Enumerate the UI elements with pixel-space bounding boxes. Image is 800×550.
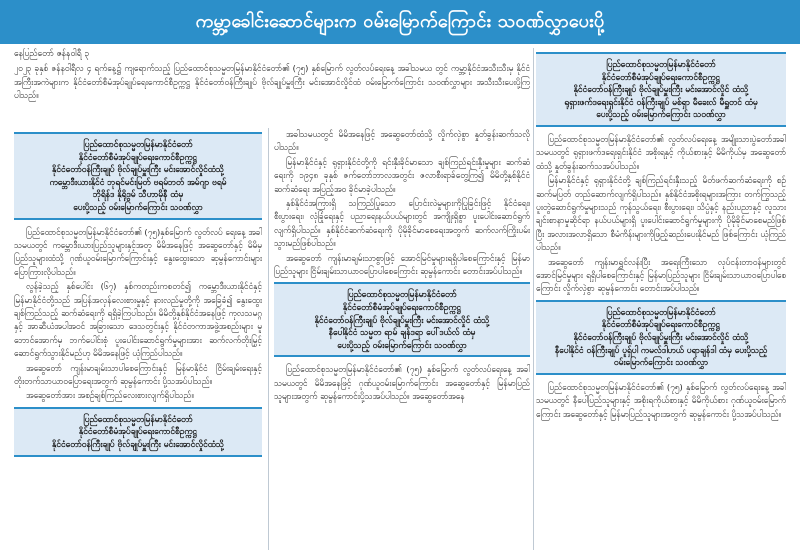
heading-line: နိုင်ငံတော်ဝန်ကြီးချုပ် ဗိုလ်ချုပ်မှူးကြီး မင်းအောင်လှိုင် ထံသို့: [314, 314, 490, 325]
heading-line: ကမ္ဘောဒီးယားနိုင်ငံ ဘုရင်မင်းမြတ် ဗရမ်ဘတ် အမ်ဂျာ ဗရမ်: [49, 176, 227, 187]
cambodia-letter-heading: [14, 132, 262, 220]
column-divider: [268, 128, 269, 550]
nepal-president-letter-heading: [274, 282, 530, 357]
body-paragraph: မြန်မာနိုင်ငံနှင့် ရုရှားနိုင်ငံတို့ကို ရင်းနှီးခိုင်မာသော ချစ်ကြည်ရင်းနှီးမှုများ ဆက်ဆံရေးကို ၁၉၄၈ ခုနှစ် ဇက်တော်ဘာလအတွင်း ဇလာစီးရာခ်တွေ့ကြ၍ မိမိတို့နှစ်နိုင်ငံဆက်ဆံရေး အပြည့်အဝ ခိုင်မာခဲ့ပါသည်။: [274, 156, 530, 194]
column-divider: [533, 48, 534, 550]
heading-line: ပြည်ထောင်စုသမ္မတမြန်မာနိုင်ငံတော်: [83, 413, 193, 424]
body-paragraph: နှစ်နိုင်ငံအကြားရှိ သကြည်ပြုသော ပြောင်းလဲမှုများကိုပြုခြင်းဖြင့် နိုင်ငံရေး၊ စီးပွားရေး၊ လုံခြုံရေးနှင့် ပညာရေးနယ်ပယ်များတွင် အကျိုးရှိစွာ ပူးပေါင်းဆောင်ရွက်လျက်ရှိပါသည်။ နှစ်နိုင်ငံဆက်ဆံရေးကို ပိုမိုခိုင်မာစေရေးအတွက် ဆက်လက်ကြိုးပမ်းသွားမည်ဖြစ်ပါသည်။: [274, 198, 530, 249]
heading-line: ပေးပို့သည့် ဝမ်းမြောက်ကြောင်း သဝဏ်လွှာ: [596, 109, 726, 120]
heading-line: နီပေါနိုင်ငံ ဝန်ကြီးချုပ် ပူရှ်ပါ ကမလ်ဒါဟယ် ပရာချန်ဒါ ထံမှ ပေးပို့သည့် ဝမ်းမြောက်ကြောင်း သဝဏ်လွှာ: [554, 344, 768, 368]
nepal-pm-letter-heading: [536, 300, 786, 375]
heading-line: ပြည်ထောင်စုသမ္မတမြန်မာနိုင်ငံတော်: [606, 59, 716, 69]
headline-title: ကမ္ဘာ့ခေါင်းဆောင်များက ဝမ်းမြောက်ကြောင်း သဝဏ်လွှာပေးပို့: [195, 10, 605, 32]
dateline: နေပြည်တော် ဇန်နဝါရီ ၃: [14, 49, 90, 59]
heading-line: နိုင်ငံတော်စီမံအုပ်ချုပ်ရေးကောင်စီဥက္ကဋ္ဌ: [78, 426, 198, 437]
body-paragraph: အခါသမယတွင် မိမိအနေဖြင့် အဆွေတော်ထံသို့ လှိုက်လှဲစွာ နှုတ်ခွန်းဆက်သလိုပါသည်။: [274, 129, 530, 153]
heading-line: နိုင်ငံတော်စီမံအုပ်ချုပ်ရေးကောင်စီဥက္ကဋ္ဌ: [342, 302, 462, 313]
heading-line: နိုင်ငံတော်စီမံအုပ်ချုပ်ရေးကောင်စီဥက္ကဋ္ဌ: [601, 71, 721, 82]
heading-line: ရုရှားဖက်ဒရေးရှင်းနိုင်ငံ ဝန်ကြီးချုပ် မစ်ရှာ မီခေးလ် မီရှူတင် ထံမှ: [564, 96, 758, 107]
body-paragraph: လွန်ခဲ့သည့် နှစ်ပေါင်း (၆၇) နှစ်ကတည်းကစတင်၍ ကမ္ဘောဒီးယားနိုင်ငံနှင့် မြန်မာနိုင်ငံတို့သည် အပြန်အလှန်လေးစားမှုနှင့် နားလည်မှုတို့ကို အခြေခံ၍ နွေးထွေးချစ်ကြည်သည့် ဆက်ဆံရေးကို ရရှိခဲ့ကြပါသည်။ မိမိတို့နှစ်နိုင်ငံအနေဖြင့် ကုလသမဂ္ဂနှင့် အာဆီယံအပါအဝင် အခြားသော ဒေသတွင်းနှင့် နိုင်ငံတကာအဖွဲ့အစည်းများ မူဘောင်အောက်မှ ဘက်ပေါင်းစုံ ပူးပေါင်းဆောင်ရွက်မှုများအား ဆက်လက်တိုးမြှင့်ဆောင်ရွက်သွားနိုင်မည်ဟု မိမိအနေဖြင့် ယုံကြည်ပါသည်။: [14, 281, 262, 359]
body-paragraph: ပြည်ထောင်စုသမ္မတမြန်မာနိုင်ငံတော်၏ (၇၅) နှစ်မြောက် လွတ်လပ်ရေးနေ့ အခါသမယတွင် နီပေါပြည်သူများနှင့် အစိုးရကိုယ်စားနှင့် မိမိကိုယ်စား ဂုဏ်ယူဝမ်းမြောက်ကြောင်း အဆွေတော်နှင့် မြန်မာပြည်သူများအတွက် ဆုမွန်ကောင်း ပို့သအပ်ပါသည်။: [536, 381, 786, 419]
heading-line: ဘိုရိန်ဒ နိုရိုဒွမ် သီဟာမိုနီ ထံမှ: [92, 189, 184, 200]
article-page: [14, 48, 786, 550]
heading-line: နိုင်ငံတော်စီမံအုပ်ချုပ်ရေးကောင်စီဥက္ကဋ္ဌ: [601, 319, 721, 330]
body-paragraph: ပြည်ထောင်စုသမ္မတမြန်မာနိုင်ငံတော်၏ လွတ်လပ်ရေးနေ့ အမျိုးသားပွဲတော်အခါသမယတွင် ရုရှားဖက်ဒရေးရှင်းနိုင်ငံ အစိုးရနှင့် ကိုယ်စားနှင့် မိမိကိုယ်မှ အဆွေတော်ထံသို့ နှုတ်ခွန်းဆက်သအပ်ပါသည်။: [536, 133, 786, 171]
middle-column: [274, 128, 530, 550]
right-column: [536, 48, 786, 550]
body-paragraph: အဆွေတော် ကျန်းမာချမ်းသာစွာဖြင့် အောင်မြင်မှုများရရှိပါစေကြောင်းနှင့် မြန်မာပြည်သူများ ငြိမ်းချမ်းသာယာဝပြောပါစေကြောင်း ဆုမွန်ကောင်း တောင်းအပ်ပါသည်။: [274, 252, 530, 277]
heading-line: နိုင်ငံတော်ဝန်ကြီးချုပ် ဗိုလ်ချုပ်မှူးကြီး မင်းအောင်လှိုင် ထံသို့: [573, 332, 749, 343]
body-paragraph: အဆွေတော် ကျန်းမာချမ်းသာပါစေကြောင်းနှင့် မြန်မာနိုင်ငံ ငြိမ်းချမ်းရေးနှင့် တိုးတက်သာယာဝပြောရေးအတွက် ဆုမွန်ကောင်း ပို့သအပ်ပါသည်။: [14, 362, 262, 387]
heading-line: နိုင်ငံတော်ဝန်ကြီးချုပ် ဗိုလ်ချုပ်မှူးကြီး မင်းအောင်လှိုင် ထံသို့: [573, 84, 749, 95]
lower-columns: [14, 128, 530, 550]
heading-line: နိုင်ငံတော်ဝန်ကြီးချုပ် ဗိုလ်ချုပ်မှူးကြီး မင်းအောင်လှိုင်ထံသို့: [52, 439, 224, 450]
heading-line: ပြည်ထောင်စုသမ္မတမြန်မာနိုင်ငံတော်: [83, 139, 193, 149]
heading-line: ပြည်ထောင်စုသမ္မတမြန်မာနိုင်ငံတော်: [606, 306, 716, 317]
heading-line: နီပေါနိုင်ငံ သမ္မတ ရာမ် ချန်ဒရာ ပေါ်ဒယ်လ် ထံမှ: [328, 327, 476, 338]
body-paragraph: အဆွေတော်အား အစဉ်ချစ်ကြည်လေးစားလျက်ရှိပါသည်။: [26, 390, 194, 401]
heading-line: ပြည်ထောင်စုသမ္မတမြန်မာနိုင်ငံတော်: [347, 289, 457, 300]
lead-paragraph: ၂၀၂၃ ခုနှစ် ဇန်နဝါရီလ ၄ ရက်နေ့၌ ကျရောက်သည့် ပြည်ထောင်စုသမ္မတမြန်မာနိုင်ငံတော်၏ (၇၅) နှစ်မြောက် လွတ်လပ်ရေးနေ့ အခါသမယ တွင် ကမ္ဘာ့နိုင်ငံအသီးသီးမှ နိုင်ငံအကြီးအကဲများက နိုင်ငံတော်စီမံအုပ်ချုပ်ရေးကောင်စီဥက္ကဋ္ဌ နိုင်ငံတော်ဝန်ကြီးချုပ် ဗိုလ်ချုပ်မှူးကြီး မင်းအောင်လှိုင်ထံ ဝမ်းမြောက်ကြောင်း သဝဏ်လွှာများ အသီးသီးပေးပို့ကြပါသည်။: [14, 63, 530, 101]
russia-letter-heading: [536, 52, 786, 127]
body-paragraph: အဆွေတော် ကျန်းမာရွှင်လန်းပြီး အရေးကြီးသော လုပ်ငန်းတာဝန်များတွင် အောင်မြင်မှုများ ရရှိပါစေကြောင်းနှင့် မြန်မာပြည်သူများ ငြိမ်းချမ်းသာယာဝပြောပါစေကြောင်း လှိုက်လှဲစွာ ဆုမွန်ကောင်း တောင်းအပ်ပါသည်။: [536, 256, 786, 294]
heading-line: ပေးပို့သည့် ဝမ်းမြောက်ကြောင်း သဝဏ်လွှာ: [337, 339, 467, 350]
headline-banner: [0, 0, 800, 44]
body-paragraph: မြန်မာနိုင်ငံနှင့် ရုရှားနိုင်ငံတို့ ချစ်ကြည်ရင်းနှီးသည့် မိတ်ဖက်ဆက်ဆံရေးကို စဉ်ဆက်မပြတ် တည်ဆောက်လျက်ရှိပါသည်။ နှစ်နိုင်ငံအစိုးရများအကြား တက်ကြွသည့် ပူးတွဲဆောင်ရွက်မှုများသည် ကုန်သွယ်ရေး၊ စီးပွားရေး၊ သိပ္ပံနှင့် နည်းပညာနှင့် လူသားချင်းစာနာမှုဆိုင်ရာ နယ်ပယ်များရှိ ပူးပေါင်းဆောင်ရွက်မှုများကို ပိုမိုခိုင်မာစေမည်ဖြစ်ပြီး အလားအလာရှိသော စီမံကိန်းများကိုဖြည့်ဆည်းပေးနိုင်မည် ဖြစ်ကြောင်း ယုံကြည်ပါသည်။: [536, 175, 786, 253]
left-column: [14, 128, 262, 550]
heading-line: နိုင်ငံတော်ဝန်ကြီးချုပ် ဗိုလ်ချုပ်မှူးကြီး မင်းအောင်လှိုင်ထံသို့: [52, 164, 224, 175]
second-letter-heading: [14, 407, 262, 457]
lead-section: [14, 48, 530, 126]
body-paragraph: ပြည်ထောင်စုသမ္မတမြန်မာနိုင်ငံတော်၏ (၇၅) နှစ်မြောက် လွတ်လပ်ရေးနေ့ အခါသမယတွင် မိမိအနေဖြင့် ဂုဏ်ယူဝမ်းမြောက်ကြောင်း အဆွေတော်နှင့် မြန်မာပြည်သူများအတွက် ဆုမွန်ကောင်းပို့သအပ်ပါသည်။ အဆွေတော်အနေ: [274, 364, 530, 402]
heading-line: ပေးပို့သည့် ဝမ်းမြောက်ကြောင်း သဝဏ်လွှာ: [73, 201, 203, 212]
body-paragraph: ပြည်ထောင်စုသမ္မတမြန်မာနိုင်ငံတော်၏ (၇၅)နှစ်မြောက် လွတ်လပ် ရေးနေ့ အခါသမယတွင် ကမ္ဘောဒီးယားပြည်သူများနှင့်အတူ မိမိအနေဖြင့် အဆွေတော်နှင့် မိမိမှပြည်သူများထံသို့ ဂုဏ်ယူဝမ်းမြောက်ကြောင်းနှင့် နွေးထွေးသော ဆုမွန်ကောင်းများ ပြောကြားလိုပါသည်။: [14, 226, 262, 277]
heading-line: နိုင်ငံတော်စီမံအုပ်ချုပ်ရေးကောင်စီဥက္ကဋ္ဌ: [78, 151, 198, 162]
